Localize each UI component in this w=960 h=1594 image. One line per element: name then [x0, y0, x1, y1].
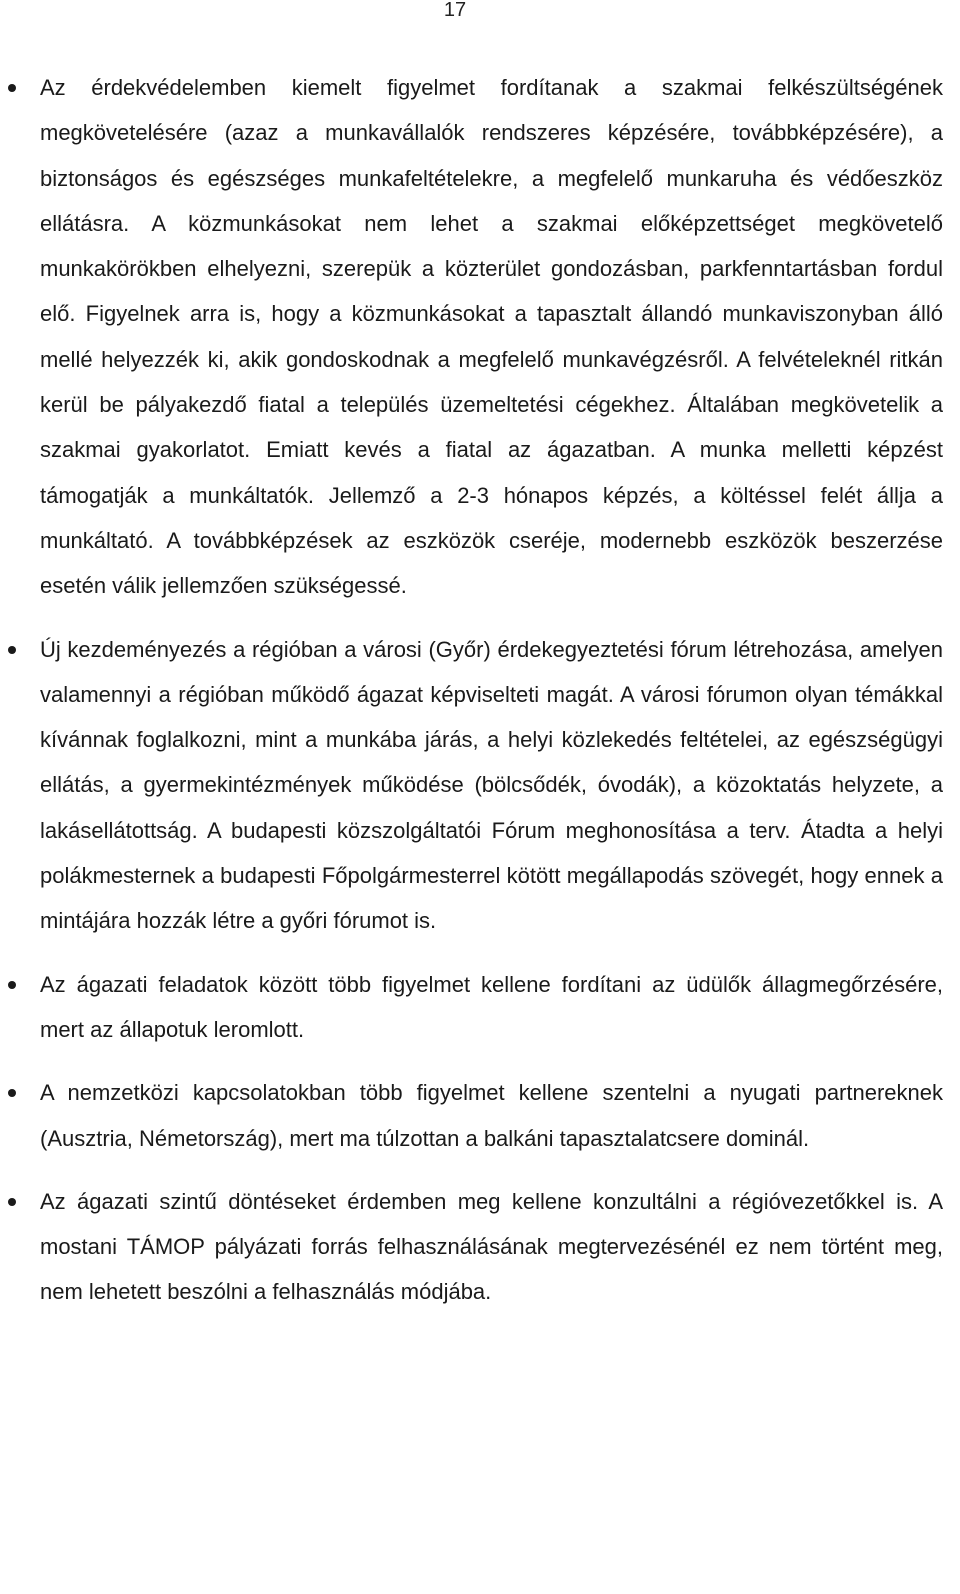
page-number: 17 [443, 0, 467, 21]
bullet-item-regional-consultation: Az ágazati szintű döntéseket érdemben meg kellene konzultálni a régióvezetőkkel is. A mostani TÁMOP pályázati forrás felhasználásának megtervezésénél ez nem történt meg, nem lehetett beszólni a felhasználás módjába. [40, 1179, 943, 1315]
bullet-item-city-forum: Új kezdeményezés a régióban a városi (Győr) érdekegyeztetési fórum létrehozása, amelyen valamennyi a régióban működő ágazat képviselteti magát. A városi fórumon olyan témákkal kívánnak foglalkozni, mint a munkába járás, a helyi közlekedés feltételei, az egészségügyi ellátás, a gyermekintézmények működése (bölcsődék, óvodák), a közoktatás helyzete, a lakásellátottság. A budapesti közszolgáltatói Fórum meghonosítása a terv. Átadta a helyi polákmesternek a budapesti Főpolgármesterrel kötött megállapodás szövegét, hogy ennek a mintájára hozzák létre a győri fórumot is. [40, 627, 943, 944]
bullet-item-training: Az érdekvédelemben kiemelt figyelmet fordítanak a szakmai felkészültségének megkövetelésére (azaz a munkavállalók rendszeres képzésére, továbbképzésére), a biztonságos és egészséges munkafeltételekre, a megfelelő munkaruha és védőeszköz ellátásra. A közmunkásokat nem lehet a szakmai előképzettséget megkövetelő munkakörökben elhelyezni, szerepük a közterület gondozásban, parkfenntartásban fordul elő. Figyelnek arra is, hogy a közmunkásokat a tapasztalt állandó munkaviszonyban álló mellé helyezzék ki, akik gondoskodnak a megfelelő munkavégzésről. A felvételeknél ritkán kerül be pályakezdő fiatal a település üzemeltetési cégekhez. Általában megkövetelik a szakmai gyakorlatot. Emiatt kevés a fiatal az ágazatban. A munka melletti képzést támogatják a munkáltatók. Jellemző a 2-3 hónapos képzés, a költéssel felét állja a munkáltató. A továbbképzések az eszközök cseréje, modernebb eszközök beszerzése esetén válik jellemzően szükségessé. [40, 65, 943, 609]
bullet-list [40, 65, 943, 1333]
bullet-item-international: A nemzetközi kapcsolatokban több figyelmet kellene szentelni a nyugati partnereknek (Ausztria, Németország), mert ma túlzottan a balkáni tapasztalatcsere dominál. [40, 1070, 943, 1161]
bullet-item-resorts: Az ágazati feladatok között több figyelmet kellene fordítani az üdülők állagmegőrzésére, mert az állapotuk leromlott. [40, 962, 943, 1053]
